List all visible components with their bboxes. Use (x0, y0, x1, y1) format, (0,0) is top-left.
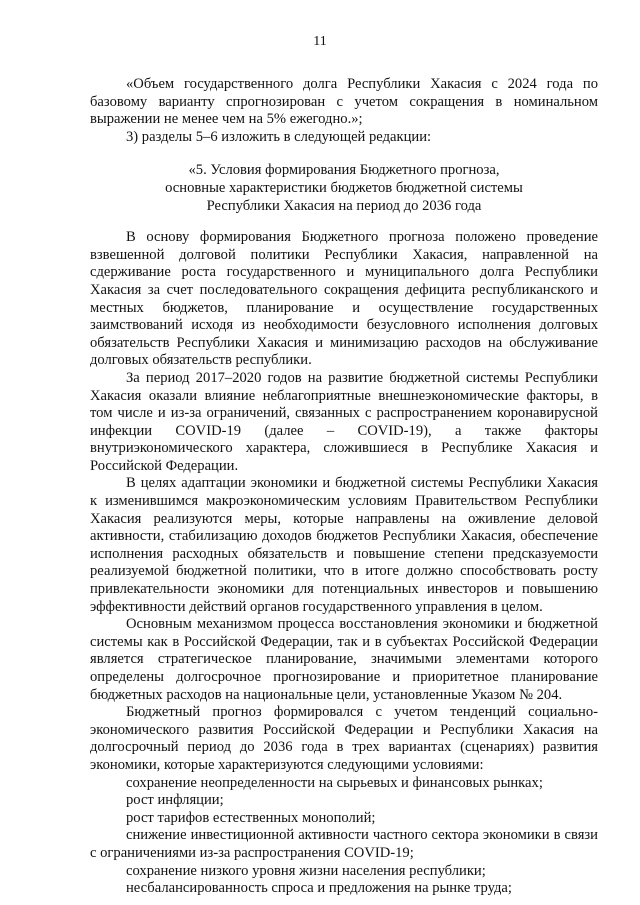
condition-item: снижение инвестиционной активности частного сектора экономики в связи с ограничениями из-за распространения COVID-19; (90, 827, 598, 861)
body-paragraph: Бюджетный прогноз формировался с учетом тенденций социально-экономического развития Российской Федерации и Республики Хакасия на долгосрочный период до 2036 года в трех вариантах (сценариях) развития экономики, которые характеризуются следующими условиями: (90, 704, 598, 773)
section-title (90, 162, 598, 215)
body-paragraph: В целях адаптации экономики и бюджетной системы Республики Хакасия к изменившимся макроэкономическим условиям Правительством Республики Хакасия реализуются меры, которые направлены на оживление деловой активности, стабилизацию доходов бюджетов Республики Хакасия, обеспечение исполнения расходных обязательств и повышение степени предсказуемости реализуемой бюджетной политики, что в итоге должно способствовать росту привлекательности экономики для потенциальных инвесторов и повышению эффективности действий органов государственного управления в целом. (90, 475, 598, 615)
section-title-line: Республики Хакасия на период до 2036 года (206, 197, 482, 214)
section-title-line: «5. Условия формирования Бюджетного прогноза, (188, 162, 500, 179)
document-body (90, 76, 598, 898)
condition-item: рост тарифов естественных монополий; (126, 809, 376, 826)
quote-paragraph: «Объем государственного долга Республики Хакасия с 2024 года по базовому варианту спрогнозирован с учетом сокращения в номинальном выражении не менее чем на 5% ежегодно.»; (90, 76, 598, 128)
condition-item: несбалансированность спроса и предложения на рынке труда; (126, 880, 512, 897)
body-paragraph: За период 2017–2020 годов на развитие бюджетной системы Республики Хакасия оказали влияние неблагоприятные внешнеэкономические факторы, в том числе и из-за ограничений, связанных с распространением коронавирусной инфекции COVID-19 (далее – COVID-19), а также факторы внутриэкономического характера, сложившиеся в Республике Хакасия и Российской Федерации. (90, 369, 598, 474)
condition-item: рост инфляции; (126, 792, 224, 809)
section-title-line: основные характеристики бюджетов бюджетной системы (165, 179, 523, 196)
instruction-paragraph: 3) разделы 5–6 изложить в следующей редакции: (126, 128, 432, 145)
body-paragraph: Основным механизмом процесса восстановления экономики и бюджетной системы как в Российской Федерации, так и в субъектах Российской Федерации является стратегическое планирование, значимыми элементами которого определены долгосрочное прогнозирование и приоритетное планирование бюджетных расходов на национальные цели, установленные Указом № 204. (90, 616, 598, 703)
condition-item: сохранение неопределенности на сырьевых и финансовых рынках; (126, 774, 543, 791)
page-number: 11 (313, 34, 327, 49)
condition-item: сохранение низкого уровня жизни населения республики; (126, 862, 486, 879)
body-paragraph: В основу формирования Бюджетного прогноза положено проведение взвешенной долговой политики Республики Хакасия, направленной на сдерживание роста государственного и муниципального долга Республики Хакасия за счет последовательного сокращения дефицита республиканского и местных бюджетов, планирование и осуществление государственных заимствований исходя из необходимости безусловного исполнения долговых обязательств Республики Хакасия и минимизацию расходов на обслуживание долговых обязательств республики. (90, 229, 598, 369)
